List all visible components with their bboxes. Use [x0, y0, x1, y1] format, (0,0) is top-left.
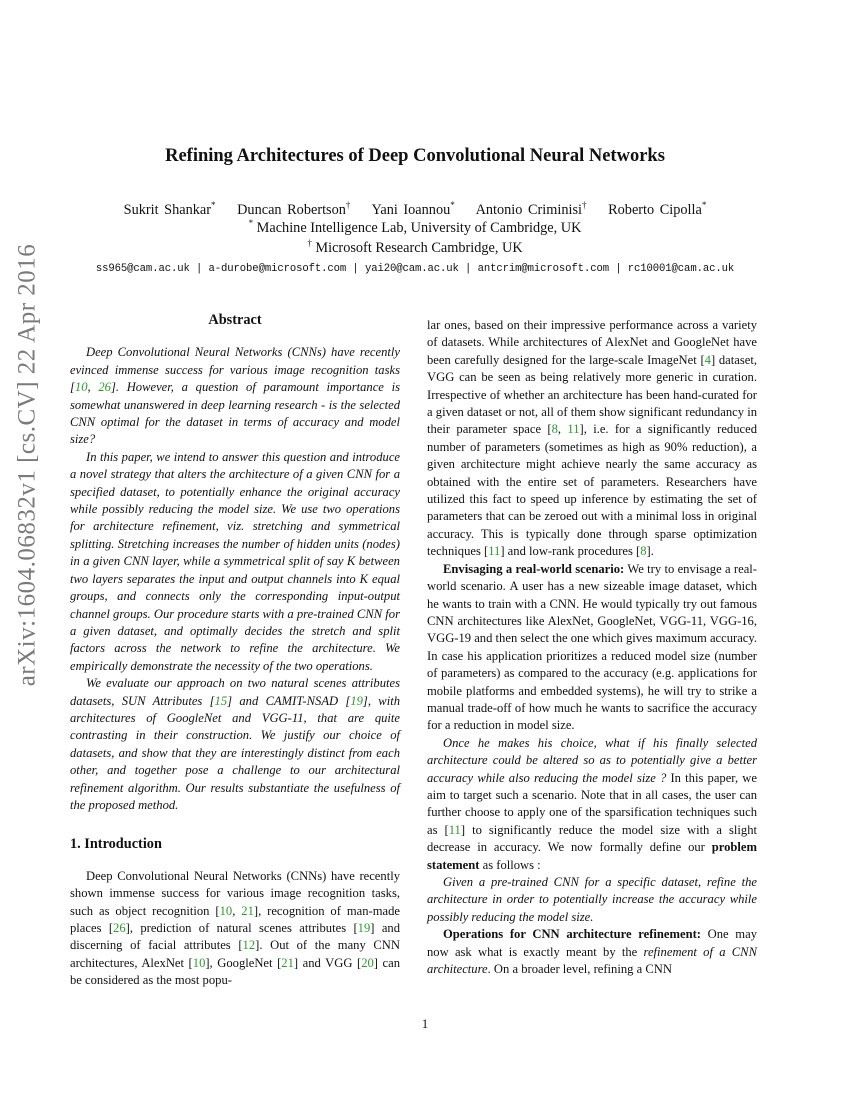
author-emails: ss965@cam.ac.uk | a-durobe@microsoft.com | yai20@cam.ac.uk | antcrim@microsoft.com | rc10001@cam.ac.uk: [95, 263, 735, 275]
body-paragraph: Envisaging a real-world scenario: We try to envisage a real-world scenario. A user has a new sizeable image dataset, which he wants to train with a CNN. He would typically try out famous CNN architectures like AlexNet, GoogleNet, VGG-11, VGG-16, VGG-19 and then select the one which gives maximum accuracy. In case his application prioritizes a reduced model size (number of parameters) as compared to the accuracy (e.g. applications for mobile platforms and embedded systems), he will try to strike a manual trade-off of how much he wants to sacrifice the accuracy for a reduction in model size.: [427, 561, 758, 733]
right-column: [427, 317, 757, 978]
author-name: Antonio Criminisi: [475, 202, 583, 218]
citation-link[interactable]: 19: [357, 921, 371, 935]
citation-link[interactable]: 12: [242, 938, 256, 953]
citation-link[interactable]: 11: [448, 822, 461, 837]
problem-statement: Given a pre-trained CNN for a specific dataset, refine the architecture in order to potentially increase the accuracy while possibly reducing the model size.: [427, 875, 757, 924]
paragraph-heading: Operations for CNN architecture refinement:: [443, 927, 701, 942]
author-name: Duncan Robertson: [237, 202, 346, 218]
citation-link[interactable]: 15: [214, 693, 228, 708]
body-paragraph: lar ones, based on their impressive performance across a variety of datasets. While architectures of AlexNet and GoogleNet have been carefully designed for the large-scale ImageNet [4] dataset, VGG can be seen as being relatively more generic in curation. Irrespective of whether an architecture has been hand-curated for a given dataset or not, all of them show significant redundancy in their parameter space [8, 11], i.e. for a significantly reduced number of parameters (sometimes as high as 90% reduction), a given architecture might achieve nearly the same accuracy as obtained with the entire set of parameters. Researchers have utilized this fact to speed up inference by estimating the set of parameters that can be zeroed out with a minimal loss in original accuracy. This is typically done through sparse optimization techniques [11] and low-rank procedures [8].: [427, 318, 757, 559]
affiliation-cambridge: * Machine Intelligence Lab, University of Cambridge, UK: [248, 218, 582, 236]
citation-link[interactable]: 21: [241, 903, 254, 918]
left-column: [70, 312, 400, 990]
citation-link[interactable]: 10: [219, 903, 233, 918]
arxiv-sidebar: [6, 243, 48, 687]
author-mark: †: [345, 200, 351, 210]
citation-link[interactable]: 11: [488, 544, 501, 559]
intro-heading: 1. Introduction: [70, 836, 162, 853]
arxiv-id: arXiv:1604.06832v1 [cs.CV] 22 Apr 2016: [13, 243, 41, 687]
abstract-paragraph: In this paper, we intend to answer this question and introduce a novel strategy that alters the architecture of a given CNN for a specified dataset, to potentially enhance the original accuracy while possibly reducing the model size. We use two operations for architecture refinement, viz. stretching and symmetrical splitting. Stretching increases the number of hidden units (nodes) in a given CNN layer, while a symmetrical split of say K between two layers separates the input and output channels into K equal groups, and connects only the corresponding input-output channel groups. Our procedure starts with a pre-trained CNN for a given dataset, and optimally decides the stretch and split factors across the network to refine the architecture. We empirically demonstrate the necessity of the two operations.: [70, 449, 400, 673]
citation-link[interactable]: 10: [74, 380, 88, 395]
body-paragraph: Operations for CNN architecture refinement: One may now ask what is exactly meant by the refinement of a CNN architecture. On a broader level, refining a CNN: [427, 927, 757, 977]
author-list: [90, 202, 740, 219]
citation-link[interactable]: 19: [350, 693, 363, 708]
citation-link[interactable]: 26: [113, 921, 126, 935]
abstract-heading: Abstract: [208, 312, 262, 328]
abstract-paragraph: We evaluate our approach on two natural scenes attributes datasets, SUN Attributes [15] and CAMIT-NSAD [19], with architectures of GoogleNet and VGG-11, that are quite contrasting in their construction. We justify our choice of datasets, and show that they are interestingly distinct from each other, and together pose a challenge to our architectural refinement algorithm. Our results substantiate the usefulness of the proposed method.: [70, 676, 400, 812]
affiliation-mark: *: [248, 218, 254, 228]
citation-link[interactable]: 11: [567, 422, 580, 437]
abstract-paragraph: Deep Convolutional Neural Networks (CNNs) have recently evinced immense success for various image recognition tasks [10, 26]. However, a question of paramount importance is somewhat unanswered in deep learning research - is the selected CNN optimal for the dataset in terms of accuracy and model size?: [70, 345, 400, 447]
citation-link[interactable]: 8: [640, 544, 647, 559]
paragraph-heading: Envisaging a real-world scenario:: [443, 561, 625, 576]
author-mark: *: [701, 200, 707, 210]
citation-link[interactable]: 8: [551, 422, 558, 437]
paper-title: Refining Architectures of Deep Convolutional Neural Networks: [165, 146, 665, 166]
author-mark: *: [450, 200, 455, 210]
author-mark: †: [582, 200, 587, 210]
body-paragraph: Once he makes his choice, what if his finally selected architecture could be altered so as to potentially give a better accuracy while also reducing the model size ? In this paper, we aim to target such a scenario. Note that in all cases, the user can further choose to apply one of the sparsification techniques such as [11] to significantly reduce the model size with a slight decrease in accuracy. We now formally define our problem statement as follows :: [427, 735, 757, 872]
author-name: Sukrit Shankar: [123, 202, 212, 218]
citation-link[interactable]: 21: [281, 955, 294, 970]
citation-link[interactable]: 4: [704, 352, 711, 367]
author-name: Yani Ioannou: [371, 202, 451, 218]
citation-link[interactable]: 10: [192, 955, 206, 970]
author-mark: *: [211, 200, 216, 210]
citation-link[interactable]: 26: [98, 380, 111, 395]
affiliation-mark: †: [307, 238, 312, 248]
page-number: 1: [421, 1017, 429, 1031]
author-name: Roberto Cipolla: [608, 202, 702, 218]
affiliation-microsoft: † Microsoft Research Cambridge, UK: [307, 238, 523, 256]
intro-paragraph: Deep Convolutional Neural Networks (CNNs) have recently shown immense success for various image recognition tasks, such as object recognition [10, 21], recognition of man-made places [26], prediction of natural scenes attributes [19] and discerning of facial attributes [12]. Out of the many CNN architectures, AlexNet [10], GoogleNet [21] and VGG [20] can be considered as the most popu-: [70, 868, 401, 988]
citation-link[interactable]: 20: [361, 955, 374, 970]
